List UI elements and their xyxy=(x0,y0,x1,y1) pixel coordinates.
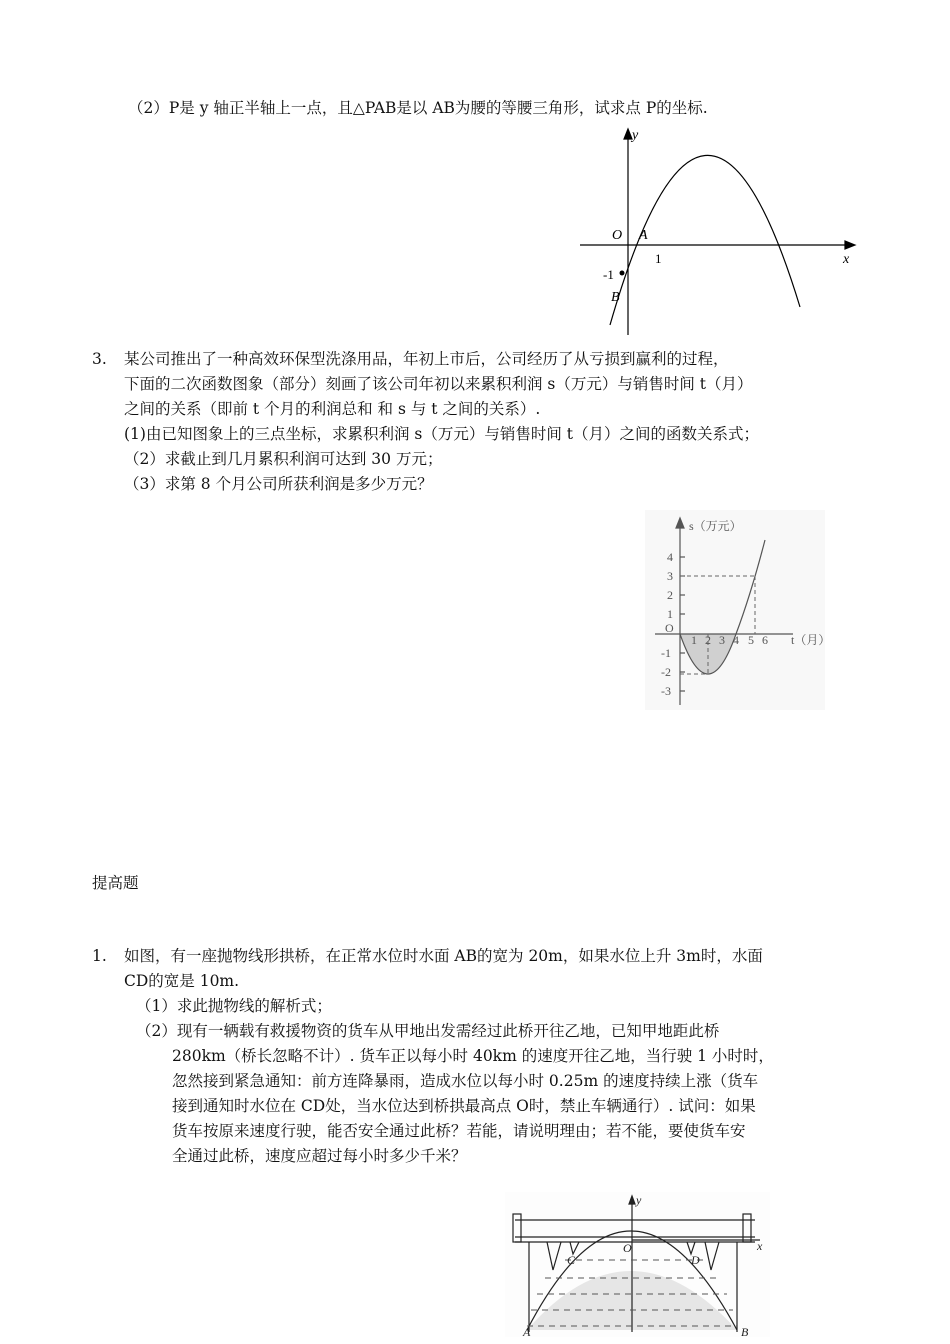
y-tick-neg2: -2 xyxy=(661,665,671,679)
t-axis-label: t（月） xyxy=(791,633,831,647)
graph-origin-label: O xyxy=(665,621,674,635)
tick-1-label: 1 xyxy=(655,251,662,266)
problem1-sub1: （1）求此抛物线的解析式； xyxy=(136,997,332,1015)
y-tick-2: 2 xyxy=(667,588,673,602)
x-axis-arrow xyxy=(845,241,855,249)
arch-bridge-figure xyxy=(505,1192,770,1337)
problem3-sub1: (1)由已知图象上的三点坐标，求累积利润 s（万元）与销售时间 t（月）之间的函数关系式； xyxy=(124,425,759,443)
section-title: 提高题 xyxy=(92,874,139,892)
tick-neg1-label: -1 xyxy=(603,267,614,282)
x-tick-2: 2 xyxy=(705,633,711,647)
problem1-line-2: CD的宽是 10m. xyxy=(124,972,240,990)
y-tick-3: 3 xyxy=(667,569,673,583)
y-tick-1: 1 xyxy=(667,607,673,621)
problem3-line-1: 某公司推出了一种高效环保型洗涤用品，年初上市后，公司经历了从亏损到赢利的过程， xyxy=(124,350,729,368)
q2-text: （2）P是 y 轴正半轴上一点，且△PAB是以 AB为腰的等腰三角形，试求点 P的坐标. xyxy=(128,99,708,117)
point-d-label: D xyxy=(691,1253,700,1267)
profit-graph xyxy=(645,510,831,710)
parabola-figure-1 xyxy=(575,125,860,340)
problem3-sub3: （3）求第 8 个月公司所获利润是多少万元？ xyxy=(124,475,433,493)
bridge-y-label: y xyxy=(636,1193,642,1207)
problem1-sub2-line-5: 货车按原来速度行驶，能否安全通过此桥？若能，请说明理由；若不能，要使货车安 xyxy=(172,1122,746,1140)
bridge-origin-label: O xyxy=(623,1241,632,1255)
problem1-sub2-line-2: 280km（桥长忽略不计）. 货车正以每小时 40km 的速度开往乙地，当行驶 1 小时时， xyxy=(172,1047,774,1065)
problem1-sub2-line-4: 接到通知时水位在 CD处，当水位达到桥拱最高点 O时，禁止车辆通行）. 试问：如果 xyxy=(172,1097,756,1115)
point-a-bridge-label: A xyxy=(523,1325,531,1339)
origin-label: O xyxy=(612,228,623,243)
problem3-number: 3. xyxy=(92,350,107,368)
x-tick-4: 4 xyxy=(733,633,739,647)
x-label: x xyxy=(843,252,850,267)
x-tick-3: 3 xyxy=(719,633,725,647)
s-axis-label: s（万元） xyxy=(689,519,742,533)
x-tick-5: 5 xyxy=(748,633,754,647)
bridge-x-label: x xyxy=(757,1239,763,1253)
problem1-sub2-line-3: 忽然接到紧急通知：前方连降暴雨，造成水位以每小时 0.25m 的速度持续上涨（货车 xyxy=(172,1072,759,1090)
problem3-sub2: （2）求截止到几月累积利润可达到 30 万元； xyxy=(124,450,443,468)
y-tick-neg1: -1 xyxy=(661,646,671,660)
x-tick-1: 1 xyxy=(691,633,697,647)
y-tick-neg3: -3 xyxy=(661,684,671,698)
problem1-line-1: 如图，有一座抛物线形拱桥，在正常水位时水面 AB的宽为 20m，如果水位上升 3m时，水面 xyxy=(124,947,763,965)
problem1-sub2-line-6: 全通过此桥，速度应超过每小时多少千米？ xyxy=(172,1147,467,1165)
point-a-label: A xyxy=(639,228,648,243)
y-tick-4: 4 xyxy=(667,550,673,564)
point-c-label: C xyxy=(567,1253,576,1267)
point-b-bridge-label: B xyxy=(741,1325,749,1339)
problem1-number: 1. xyxy=(92,947,107,965)
problem1-sub2-line-1: （2）现有一辆载有救援物资的货车从甲地出发需经过此桥开往乙地，已知甲地距此桥 xyxy=(136,1022,720,1040)
point-marker xyxy=(620,271,625,276)
problem3-line-2: 下面的二次函数图象（部分）刻画了该公司年初以来累积利润 s（万元）与销售时间 t（月） xyxy=(124,375,753,393)
y-label: y xyxy=(632,128,639,143)
point-b-label: B xyxy=(611,290,620,305)
problem3-line-3: 之间的关系（即前 t 个月的利润总和 和 s 与 t 之间的关系）. xyxy=(124,400,541,418)
x-tick-6: 6 xyxy=(762,633,768,647)
y-axis-arrow xyxy=(624,129,632,139)
